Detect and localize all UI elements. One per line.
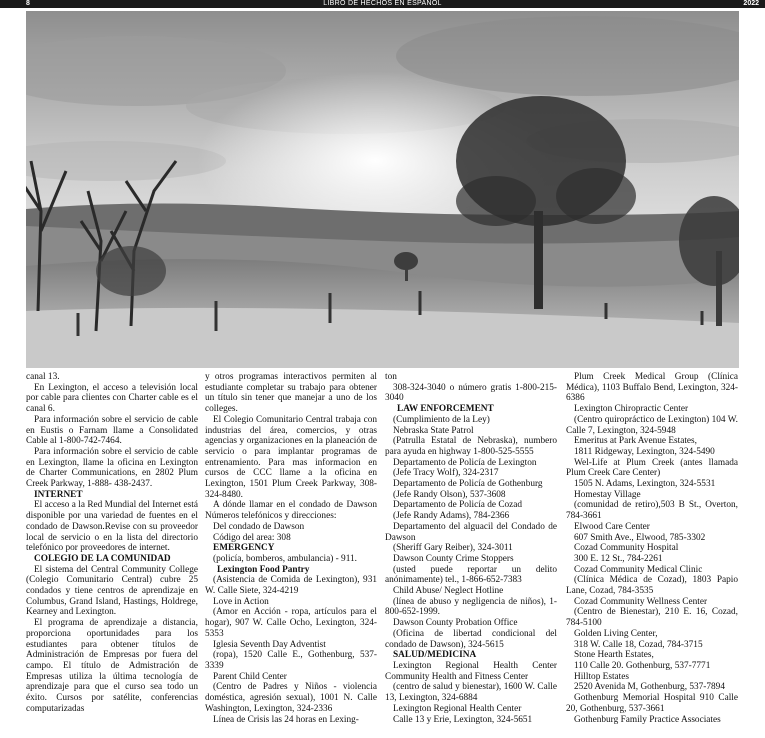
paragraph: Cozad Community Wellness Center xyxy=(574,596,708,607)
page-header xyxy=(0,0,765,8)
section-heading: Lexington Food Pantry xyxy=(217,564,310,575)
paragraph: Child Abuse/ Neglect Hotline xyxy=(393,586,504,597)
paragraph: Cozad Community Medical Clinic xyxy=(574,564,703,575)
paragraph: Para información sobre el servicio de cable en Eustis o Farnam llame a Consolidated Cable al 1-800-742-7464. xyxy=(26,414,198,447)
paragraph: Del condado de Dawson xyxy=(213,521,305,532)
paragraph: Love in Action xyxy=(213,596,269,607)
section-heading: INTERNET xyxy=(34,489,83,500)
paragraph: (Amor en Acción - ropa, artículos para el hogar), 907 W. Calle Ocho, Lexington, 324-5353 xyxy=(205,607,377,639)
paragraph: 1811 Ridgeway, Lexington, 324-5490 xyxy=(574,446,715,457)
paragraph: canal 13. xyxy=(26,372,60,382)
text-column-3 xyxy=(385,372,557,725)
paragraph: (usted puede reportar un delito anónimamente) tel., 1-866-652-7383 xyxy=(385,564,557,586)
text-column-1 xyxy=(26,372,198,715)
paragraph: (Centro de Bienestar), 210 E. 16, Cozad, 784-5100 xyxy=(566,607,738,629)
paragraph: Cozad Community Hospital xyxy=(574,543,679,554)
paragraph: Departamento de Policía de Cozad xyxy=(393,500,523,511)
paragraph: 1505 N. Adams, Lexington, 324-5531 xyxy=(574,479,716,490)
page-number: 8 xyxy=(26,0,30,7)
text-column-2 xyxy=(205,372,377,725)
paragraph: (centro de salud y bienestar), 1600 W. Calle 13, Lexington, 324-6884 xyxy=(385,682,557,704)
paragraph: 318 W. Calle 18, Cozad, 784-3715 xyxy=(574,639,703,650)
paragraph: A dónde llamar en el condado de Dawson Números telefónicos y direcciones: xyxy=(205,500,377,522)
paragraph: (Jefe Randy Adams), 784-2366 xyxy=(393,511,510,522)
paragraph: El sistema del Central Community College (Colegio Comunitario Central) cubre 25 condados y tiene centros de aprendizaje en Columbus, Grand Island, Hastings, Holdrege, Kearney and Lexington. xyxy=(26,564,198,618)
paragraph: (Centro de Padres y Niños - violencia doméstica, agresión sexual), 1001 N. Calle Washington, Lexington, 324-2336 xyxy=(205,682,377,714)
paragraph: Gothenburg Family Practice Associates xyxy=(574,714,721,725)
paragraph: El Colegio Comunitario Central trabaja con industrias del área, comercios, y otras agencias y organizaciones en la planeación de servicio o para implantar programas de entrenamiento. Para mas informacion en cursos de CCC llame a la oficina en Lexington, 1501 Plum Creek Parkway, 308-324-8480. xyxy=(205,414,377,500)
paragraph: (Oficina de libertad condicional del condado de Dawson), 324-5615 xyxy=(385,628,557,650)
paragraph: (línea de abuso y negligencia de niños), 1-800-652-1999. xyxy=(385,596,557,618)
paragraph: Nebraska State Patrol xyxy=(393,425,474,436)
paragraph: Plum Creek Medical Group (Clínica Médica), 1103 Buffalo Bend, Lexington, 324-6386 xyxy=(566,372,738,404)
section-heading: EMERGENCY xyxy=(213,543,275,554)
paragraph: 110 Calle 20. Gothenburg, 537-7771 xyxy=(574,660,711,671)
article-body xyxy=(26,372,754,738)
paragraph: Para información sobre el servicio de cable en Lexington, llame la oficina en Lexington de Charter Communications, en 2802 Plum Creek Parkway, 1-888- 438-2437. xyxy=(26,446,198,490)
paragraph: (Jefe Randy Olson), 537-3608 xyxy=(393,489,506,500)
publication-title: LIBRO DE HECHOS EN ESPAÑOL xyxy=(323,0,442,7)
paragraph: Golden Living Center, xyxy=(574,628,658,639)
paragraph: Wel-Life at Plum Creek (antes llamada Plum Creek Care Center) xyxy=(566,457,738,479)
paragraph: Departamento de Policía de Gothenburg xyxy=(393,479,543,490)
paragraph: Parent Child Center xyxy=(213,671,287,682)
paragraph: (Cumplimiento de la Ley) xyxy=(393,414,490,425)
paragraph: (Asistencia de Comida de Lexington), 931 W. Calle Siete, 324-4219 xyxy=(205,575,377,597)
paragraph: Lexington Regional Health Center xyxy=(393,703,522,714)
paragraph: Calle 13 y Erie, Lexington, 324-5651 xyxy=(393,714,533,725)
paragraph: Departamento de Policía de Lexington xyxy=(393,457,537,468)
landscape-photo-drawing xyxy=(26,11,739,368)
paragraph: y otros programas interactivos permiten al estudiante completar su trabajo para obtener un título sin tener que manejar a uno de los colleges. xyxy=(205,372,377,415)
paragraph: ton xyxy=(385,372,397,382)
paragraph: (Centro quiropráctico de Lexington) 104 W. Calle 7, Lexington, 324-5948 xyxy=(566,414,738,436)
paragraph: 2520 Avenida M, Gothenburg, 537-7894 xyxy=(574,682,725,693)
paragraph: El programa de aprendizaje a distancia, proporciona oportunidades para los estudiantes para obtener títulos de Administración de Empresas por fuera del campo. El título de Admistración de Empresas utiliza la última tecnología de aprendizaje para que el curso sea todo un éxito. Cursos por satélite, conferencias computarizadas xyxy=(26,618,198,714)
paragraph: (ropa), 1520 Calle E., Gothenburg, 537-3339 xyxy=(205,650,377,671)
paragraph: (Sheriff Gary Reiber), 324-3011 xyxy=(393,543,513,554)
paragraph: Gothenburg Memorial Hospital 910 Calle 20, Gothenburg, 537-3661 xyxy=(566,693,738,714)
paragraph: Línea de Crisis las 24 horas en Lexing- xyxy=(213,714,359,725)
section-heading: LAW ENFORCEMENT xyxy=(397,404,494,415)
paragraph: Stone Hearth Estates, xyxy=(574,650,654,661)
paragraph: Lexington Regional Health Center Community Health and Fitness Center xyxy=(385,660,557,682)
paragraph: Elwood Care Center xyxy=(574,521,650,532)
paragraph: Dawson County Probation Office xyxy=(393,618,518,629)
paragraph: (policía, bomberos, ambulancia) - 911. xyxy=(213,553,357,564)
paragraph: Código del area: 308 xyxy=(213,532,291,543)
paragraph: Departamento del alguacil del Condado de Dawson xyxy=(385,521,557,543)
section-heading: COLEGIO DE LA COMUNIDAD xyxy=(34,553,171,564)
paragraph: Emeritus at Park Avenue Estates, xyxy=(574,436,697,447)
section-heading: SALUD/MEDICINA xyxy=(393,650,477,661)
paragraph: El acceso a la Red Mundial del Internet está disponible por una variedad de fuentes en el condado de Dawson.Revise con su proveedor local de servicio o en la lista del directorio telefónico por proveedores de internet. xyxy=(26,500,198,554)
paragraph: (Jefe Tracy Wolf), 324-2317 xyxy=(393,468,499,479)
paragraph: Hilltop Estates xyxy=(574,671,630,682)
publication-year: 2022 xyxy=(743,0,759,7)
paragraph: 308-324-3040 o número gratis 1-800-215-3040 xyxy=(385,382,557,404)
paragraph: Homestay Village xyxy=(574,489,641,500)
paragraph: (comunidad de retiro),503 B St., Overton, 784-3661 xyxy=(566,500,738,522)
paragraph: En Lexington, el acceso a televisión local por cable para clientes con Charter cable es el canal 6. xyxy=(26,382,198,415)
paragraph: Lexington Chiropractic Center xyxy=(574,404,689,415)
paragraph: 607 Smith Ave., Elwood, 785-3302 xyxy=(574,532,706,543)
paragraph: Dawson County Crime Stoppers xyxy=(393,553,514,564)
paragraph: (Patrulla Estatal de Nebraska), numbero para ayuda en highway 1-800-525-5555 xyxy=(385,436,557,457)
paragraph: (Clínica Médica de Cozad), 1803 Papio Lane, Cozad, 784-3535 xyxy=(566,575,738,597)
landscape-photo xyxy=(26,11,739,368)
paragraph: 300 E. 12 St., 784-2261 xyxy=(574,553,663,564)
text-column-4 xyxy=(566,372,738,725)
paragraph: Iglesia Seventh Day Adventist xyxy=(213,639,326,650)
